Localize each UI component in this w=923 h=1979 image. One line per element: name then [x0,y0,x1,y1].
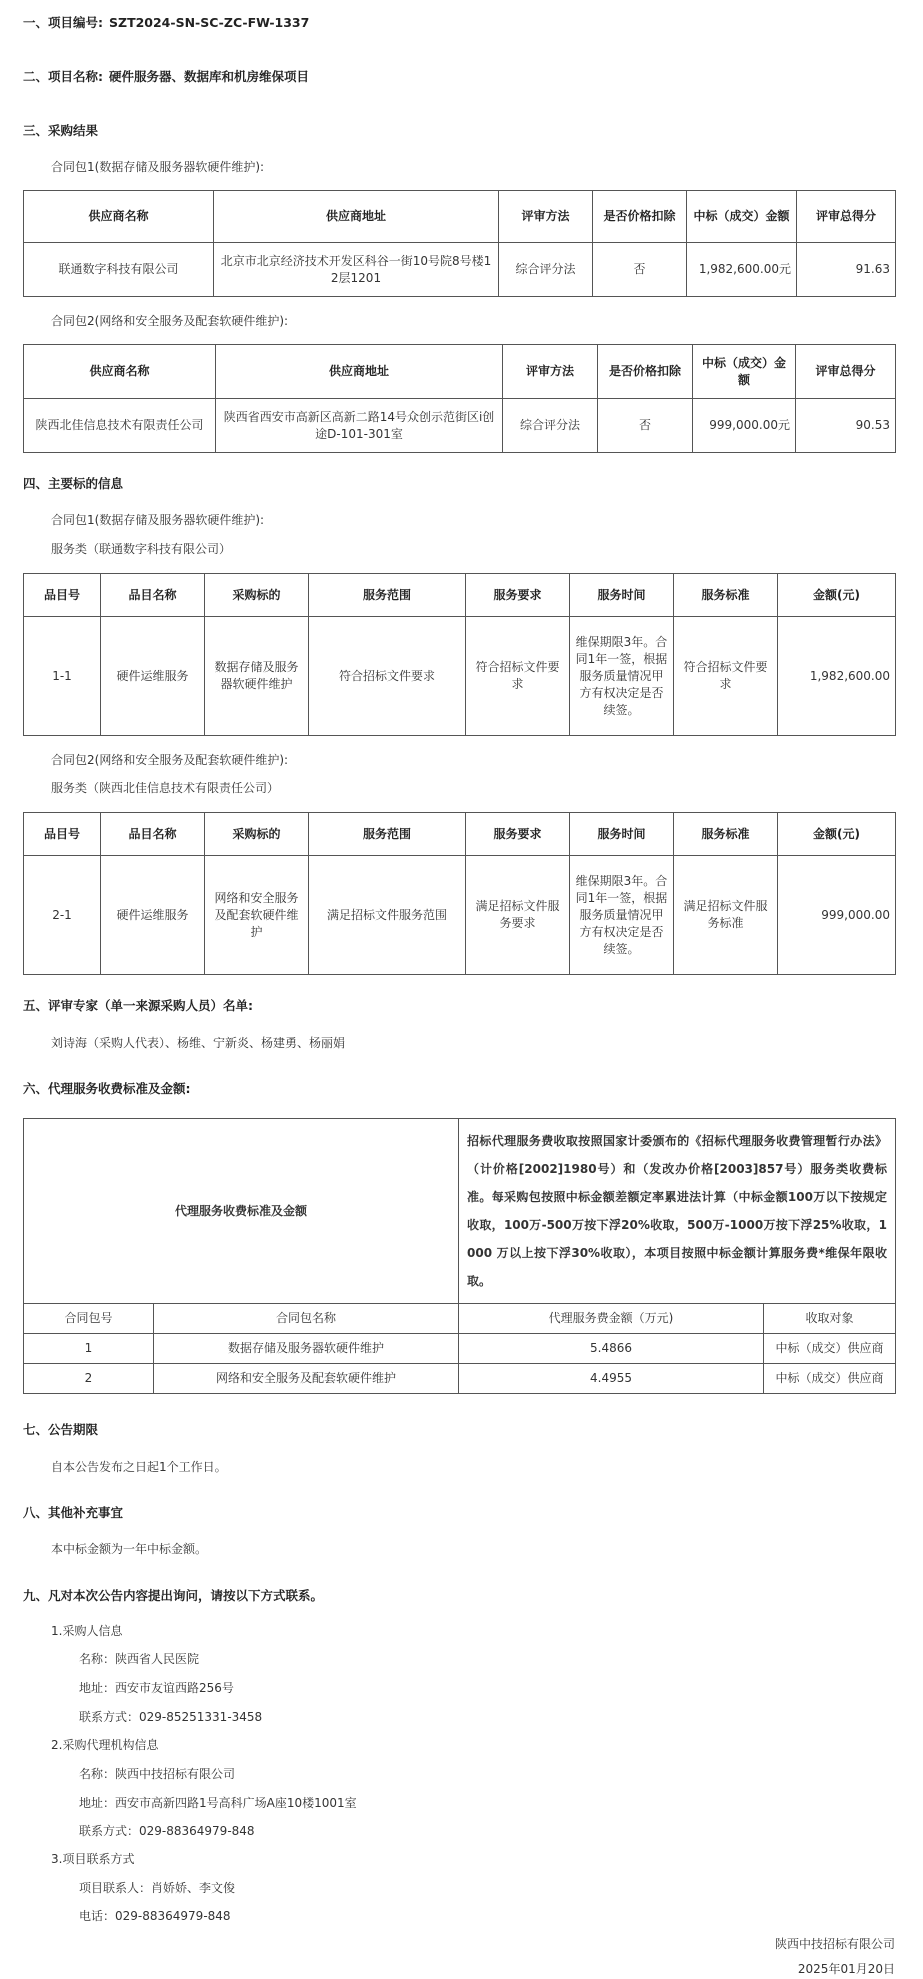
item-number: 1-1 [24,617,101,736]
service-scope: 符合招标文件要求 [309,617,466,736]
section-experts-title: 五、评审专家（单一来源采购人员）名单: [23,998,253,1013]
table-row [24,399,896,453]
header-cell: 服务时间 [570,574,674,617]
experts-list: 刘诗海（采购人代表）、杨维、宁新炎、杨建勇、杨丽娟 [51,1036,346,1050]
header-cell: 品目号 [24,813,101,856]
project-number: SZT2024-SN-SC-ZC-FW-1337 [109,15,310,30]
header-cell: 品目名称 [101,813,205,856]
agency-name: 名称：陕西中技招标有限公司 [79,1767,236,1781]
header-cell: 供应商地址 [214,191,499,243]
service-standard: 符合招标文件要求 [674,617,778,736]
supplier-address: 陕西省西安市高新区高新二路14号众创示范街区i创途D-101-301室 [216,399,503,453]
header-cell: 服务要求 [466,813,570,856]
fee-standard-row [24,1119,896,1304]
header-cell: 服务范围 [309,813,466,856]
header-cell: 评审总得分 [796,345,896,399]
header-cell: 品目名称 [101,574,205,617]
bid-amount: 999,000.00元 [693,399,796,453]
pkg2-label: 合同包2(网络和安全服务及配套软硬件维护): [51,753,289,767]
table-row [24,856,896,975]
bid-amount: 1,982,600.00元 [687,243,797,297]
pkg1-label: 合同包1(数据存储及服务器软硬件维护): [51,513,265,527]
project-name: 硬件服务器、数据库和机房维保项目 [109,69,310,84]
header-cell: 品目号 [24,574,101,617]
section-contact-title: 九、凡对本次公告内容提出询问，请按以下方式联系。 [23,1588,324,1603]
purchaser-address: 地址：西安市友谊西路256号 [79,1681,234,1695]
review-method: 综合评分法 [503,399,598,453]
fee-payer: 中标（成交）供应商 [764,1334,896,1364]
footer-org: 陕西中技招标有限公司 [774,1937,895,1951]
agency-contact: 联系方式：029-88364979-848 [79,1824,255,1838]
service-requirement: 符合招标文件要求 [466,617,570,736]
table-row [24,617,896,736]
subject-table-pkg1 [23,573,895,736]
table-header-row [24,1304,896,1334]
header-cell: 金额(元) [778,813,896,856]
header-cell: 服务标准 [674,574,778,617]
header-cell: 供应商名称 [24,345,216,399]
amount: 999,000.00 [778,856,896,975]
section-other-title: 八、其他补充事宜 [23,1505,124,1520]
header-cell: 是否价格扣除 [598,345,693,399]
pkg2-label: 合同包2(网络和安全服务及配套软硬件维护): [51,314,289,328]
pkg1-type: 服务类（联通数字科技有限公司） [51,542,232,556]
table-row [24,1364,896,1394]
service-scope: 满足招标文件服务范围 [309,856,466,975]
fee-payer: 中标（成交）供应商 [764,1364,896,1394]
package-name: 网络和安全服务及配套软硬件维护 [154,1364,459,1394]
header-cell: 服务标准 [674,813,778,856]
fee-standard-label: 代理服务收费标准及金额 [24,1119,459,1304]
service-standard: 满足招标文件服务标准 [674,856,778,975]
result-table-pkg2 [23,344,895,453]
package-name: 数据存储及服务器软硬件维护 [154,1334,459,1364]
period-text: 自本公告发布之日起1个工作日。 [51,1460,227,1474]
project-contact-title: 3.项目联系方式 [51,1852,135,1866]
header-cell: 金额(元) [778,574,896,617]
section-fee-title: 六、代理服务收费标准及金额: [23,1081,191,1096]
total-score: 91.63 [797,243,896,297]
supplier-address: 北京市北京经济技术开发区科谷一街10号院8号楼12层1201 [214,243,499,297]
price-deduction: 否 [598,399,693,453]
header-cell: 采购标的 [205,813,309,856]
header-cell: 服务范围 [309,574,466,617]
procurement-subject: 网络和安全服务及配套软硬件维护 [205,856,309,975]
header-cell: 评审方法 [503,345,598,399]
agency-fee: 4.4955 [459,1364,764,1394]
total-score: 90.53 [796,399,896,453]
project-contact-phone: 电话：029-88364979-848 [79,1909,231,1923]
item-number: 2-1 [24,856,101,975]
header-cell: 评审总得分 [797,191,896,243]
purchaser-contact: 联系方式：029-85251331-3458 [79,1710,263,1724]
service-time: 维保期限3年。合同1年一签，根据服务质量情况甲方有权决定是否续签。 [570,617,674,736]
header-cell: 合同包号 [24,1304,154,1334]
service-time: 维保期限3年。合同1年一签，根据服务质量情况甲方有权决定是否续签。 [570,856,674,975]
agency-fee: 5.4866 [459,1334,764,1364]
amount: 1,982,600.00 [778,617,896,736]
fee-table [23,1118,895,1394]
header-cell: 供应商地址 [216,345,503,399]
supplier-name: 陕西北佳信息技术有限责任公司 [24,399,216,453]
agency-title: 2.采购代理机构信息 [51,1738,159,1752]
section-title: 二、项目名称: [23,69,103,84]
pkg2-type: 服务类（陕西北佳信息技术有限责任公司） [51,781,280,795]
header-cell: 收取对象 [764,1304,896,1334]
table-row [24,1334,896,1364]
section-project-number [23,14,309,32]
item-name: 硬件运维服务 [101,856,205,975]
purchaser-name: 名称：陕西省人民医院 [79,1652,200,1666]
price-deduction: 否 [593,243,687,297]
header-cell: 服务时间 [570,813,674,856]
other-text: 本中标金额为一年中标金额。 [51,1542,208,1556]
agency-address: 地址：西安市高新四路1号高科广场A座10楼1001室 [79,1796,357,1810]
section-project-name [23,68,309,86]
item-name: 硬件运维服务 [101,617,205,736]
table-row [24,243,896,297]
header-cell: 采购标的 [205,574,309,617]
section-period-title: 七、公告期限 [23,1422,99,1437]
section-title: 一、项目编号: [23,15,103,30]
subject-table-pkg2 [23,812,895,975]
purchaser-title: 1.采购人信息 [51,1624,123,1638]
header-cell: 是否价格扣除 [593,191,687,243]
pkg1-label: 合同包1(数据存储及服务器软硬件维护): [51,160,265,174]
header-cell: 服务要求 [466,574,570,617]
table-header-row [24,345,896,399]
header-cell: 供应商名称 [24,191,214,243]
review-method: 综合评分法 [499,243,593,297]
table-header-row [24,574,896,617]
section-subject-title: 四、主要标的信息 [23,476,124,491]
header-cell: 代理服务费金额（万元) [459,1304,764,1334]
header-cell: 合同包名称 [154,1304,459,1334]
service-requirement: 满足招标文件服务要求 [466,856,570,975]
fee-standard-desc: 招标代理服务费收取按照国家计委颁布的《招标代理服务收费管理暂行办法》（计价格[2002]1980号）和（发改办价格[2003]857号）服务类收费标准。每采购包按照中标金额差额定率累进法计算（中标金额100万以下按规定收取，100万-500万按下浮20%收取，500万-1000万按下浮25%收取，1000 万以上按下浮30%收取），本项目按照中标金额计算服务费*维保年限收取。 [459,1119,896,1304]
supplier-name: 联通数字科技有限公司 [24,243,214,297]
footer-date: 2025年01月20日 [797,1962,895,1976]
header-cell: 中标（成交）金额 [687,191,797,243]
package-number: 1 [24,1334,154,1364]
table-header-row [24,191,896,243]
result-table-pkg1 [23,190,895,297]
project-contact-person: 项目联系人：肖娇娇、李文俊 [79,1881,236,1895]
table-header-row [24,813,896,856]
package-number: 2 [24,1364,154,1394]
section-result-title: 三、采购结果 [23,123,99,138]
header-cell: 中标（成交）金额 [693,345,796,399]
procurement-subject: 数据存储及服务器软硬件维护 [205,617,309,736]
header-cell: 评审方法 [499,191,593,243]
